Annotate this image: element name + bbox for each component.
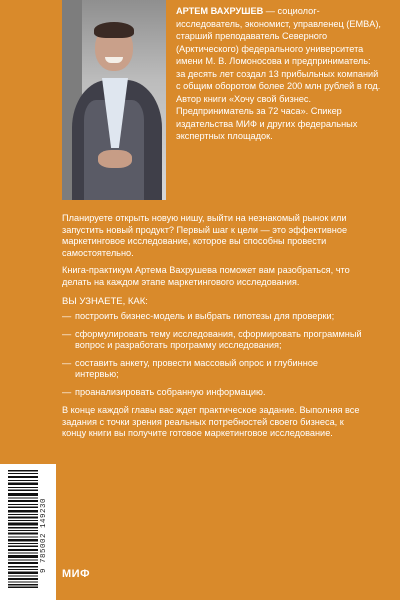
outro-paragraph: В конце каждой главы вас ждет практическое задание. Выполняя все задания с точки зрения реальных потребностей своего бизнеса, к концу книги вы получите готовое маркетинговое исследование. [62, 405, 360, 438]
author-photo [62, 0, 166, 200]
dash-marker: — [62, 328, 72, 339]
list-item-text: составить анкету, провести массовый опрос и глубинное интервью; [75, 357, 319, 379]
list-item [62, 358, 362, 381]
list-item-text: построить бизнес-модель и выбрать гипотезы для проверки; [75, 311, 335, 321]
learn-list [62, 311, 362, 404]
list-item [62, 311, 362, 323]
dash-marker: — [62, 311, 72, 321]
list-item [62, 387, 362, 399]
list-item [62, 329, 362, 352]
list-item-text: сформулировать тему исследования, сформировать программный вопрос и разработать программу исследования; [75, 328, 362, 350]
barcode-bars [8, 470, 38, 588]
list-item-text: проанализировать собранную информацию. [75, 386, 266, 397]
dash-marker: — [62, 386, 72, 397]
barcode-number: 9 785002 149230 [40, 497, 48, 573]
learn-heading: ВЫ УЗНАЕТЕ, КАК: [62, 296, 148, 307]
intro-paragraph-2: Книга-практикум Артема Вахрушева поможет вам разобраться, что делать на каждом этапе маркетингового исследования. [62, 265, 350, 287]
publisher-logo: МИФ [62, 568, 90, 580]
author-name: АРТЕМ ВАХРУШЕВ [176, 6, 264, 16]
dash-marker: — [62, 357, 72, 368]
author-bio [176, 5, 382, 143]
author-bio-text: — социолог-исследователь, экономист, управленец (EMBA), старший преподаватель Северного (Арктического) федерального университета имени М. В. Ломоносова и предприниматель: за десять лет создал 13 прибыльных компаний с общим оборотом более 200 млн рублей в год. Автор книги «Хочу свой бизнес. Предприниматель за 72 часа». Спикер издательства МИФ и других федеральных экспертных площадок. [176, 6, 381, 141]
intro-paragraph: Планируете открыть новую нишу, выйти на незнакомый рынок или запустить новый продукт? Первый шаг к цели — это эффективное маркетинговое исследование, которое вы способны провести самостоятельно. [62, 213, 348, 258]
